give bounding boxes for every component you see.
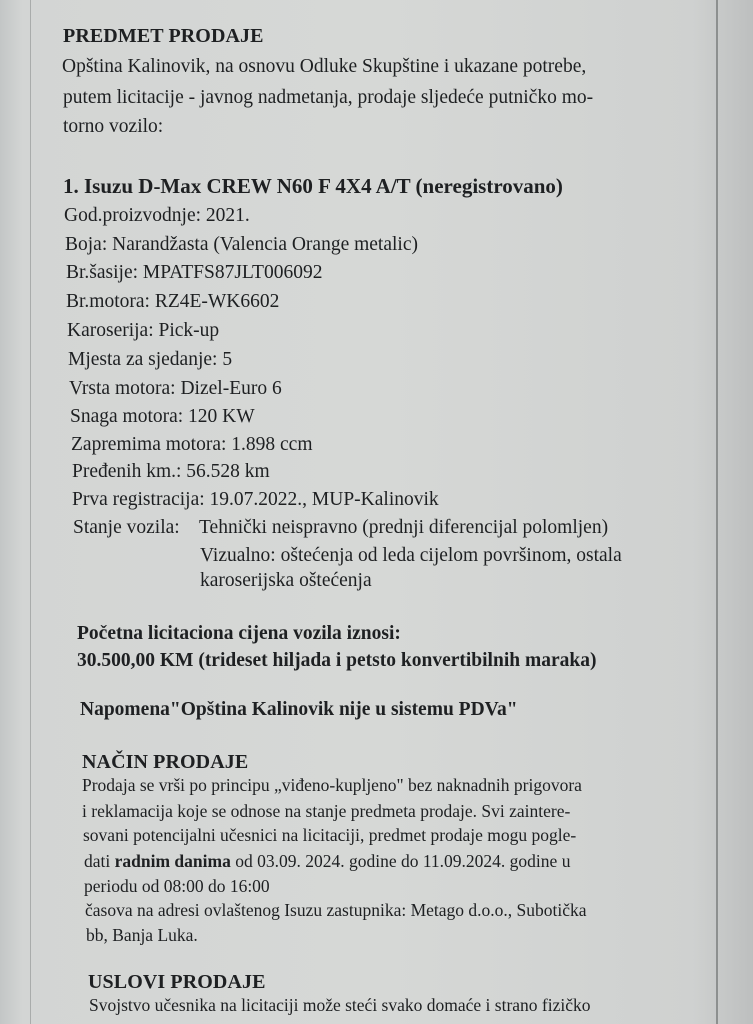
spec-engine-volume: Zapremima motora: 1.898 ccm [71, 434, 313, 455]
spec-engine-number: Br.motora: RZ4E-WK6602 [66, 291, 280, 312]
line4-prefix: dati [84, 851, 115, 871]
sale-method-line-1: Prodaja se vrši po principu „viđeno-kupljeno" bez naknadnih prigovora [82, 775, 582, 795]
conditions-line-1: Svojstvo učesnika na licitaciji može steći svako domaće i strano fizičko [89, 995, 591, 1015]
sale-method-line-7: bb, Banja Luka. [86, 925, 198, 945]
vat-note: Napomena"Opština Kalinovik nije u sistemu PDVa" [80, 699, 518, 720]
condition-line-2: Vizualno: oštećenja od leda cijelom površinom, ostala [200, 545, 622, 566]
condition-line-1: Tehnički neispravno (prednji diferencijal polomljen) [199, 517, 609, 538]
sale-method-line-2: i reklamacija koje se odnose na stanje predmeta prodaje. Svi zaintere- [82, 801, 571, 821]
line4-suffix: od 03.09. 2024. godine do 11.09.2024. godine u [230, 851, 571, 871]
price-line-1: Početna licitaciona cijena vozila iznosi: [77, 623, 401, 644]
sale-method-line-3: sovani potencijalni učesnici na licitaciji, predmet prodaje mogu pogle- [83, 825, 577, 845]
intro-line-3: torno vozilo: [63, 116, 164, 137]
intro-line-1: Opština Kalinovik, na osnovu Odluke Skupštine i ukazane potrebe, [62, 56, 587, 77]
spec-engine-type: Vrsta motora: Dizel-Euro 6 [69, 378, 282, 399]
spec-color: Boja: Narandžasta (Valencia Orange metalic) [65, 234, 418, 255]
sale-method-line-6: časova na adresi ovlaštenog Isuzu zastupnika: Metago d.o.o., Subotička [85, 900, 587, 920]
price-line-2: 30.500,00 KM (trideset hiljada i petsto konvertibilnih maraka) [77, 650, 597, 671]
condition-line-3: karoserijska oštećenja [200, 570, 372, 591]
working-days-emphasis: radnim danima [114, 851, 231, 871]
section-heading-nacin: NAČIN PRODAJE [82, 751, 249, 773]
vehicle-title: 1. Isuzu D-Max CREW N60 F 4X4 A/T (neregistrovano) [63, 174, 563, 198]
sale-method-line-5: periodu od 08:00 do 16:00 [84, 876, 270, 896]
spec-first-registration: Prva registracija: 19.07.2022., MUP-Kalinovik [72, 489, 439, 510]
spec-seats: Mjesta za sjedanje: 5 [68, 349, 233, 370]
spec-mileage: Pređenih km.: 56.528 km [72, 461, 270, 482]
intro-line-2: putem licitacije - javnog nadmetanja, prodaje sljedeće putničko mo- [63, 87, 594, 108]
sale-method-line-4 [84, 849, 570, 874]
spec-chassis: Br.šasije: MPATFS87JLT006092 [66, 262, 323, 283]
spec-engine-power: Snaga motora: 120 KW [70, 406, 255, 427]
condition-label: Stanje vozila: [73, 517, 180, 538]
section-heading-uslovi: USLOVI PRODAJE [88, 971, 266, 993]
spec-body: Karoserija: Pick-up [67, 320, 220, 341]
spec-year: God.proizvodnje: 2021. [64, 205, 250, 226]
section-heading-predmet: PREDMET PRODAJE [63, 25, 264, 47]
